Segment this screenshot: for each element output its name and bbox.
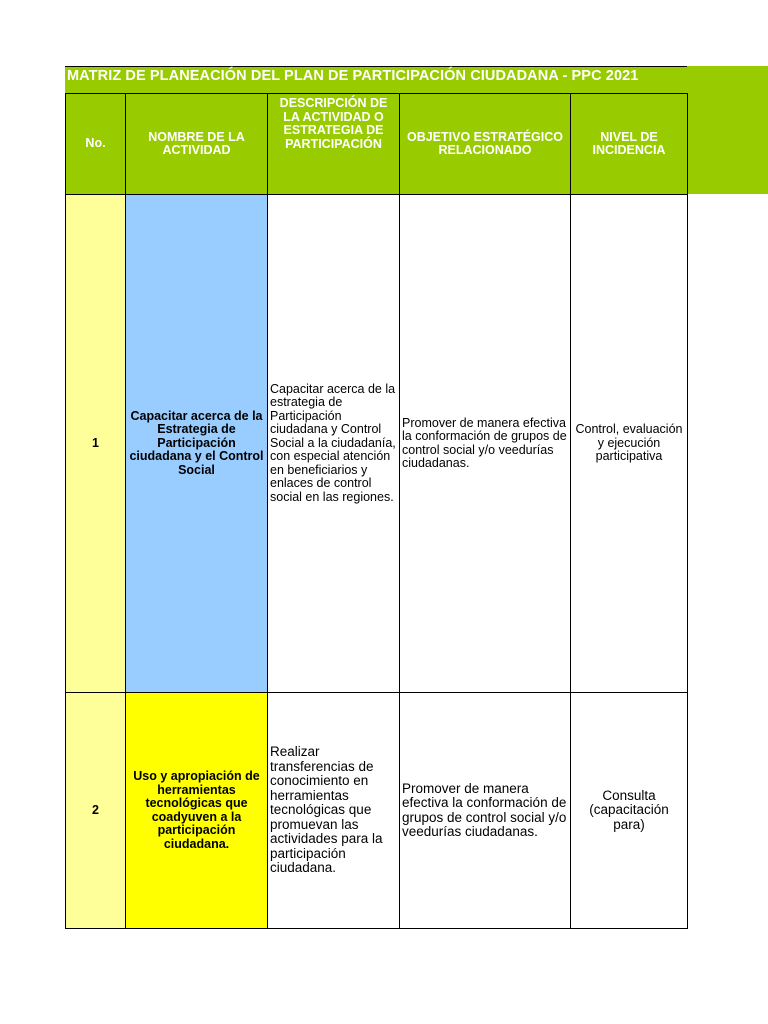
incidence-level: Control, evaluación y ejecución participativa bbox=[571, 195, 688, 693]
matrix-title: MATRIZ DE PLANEACIÓN DEL PLAN DE PARTICIPACIÓN CIUDADANA - PPC 2021 bbox=[67, 68, 639, 84]
activity-description: Realizar transferencias de conocimiento en herramientas tecnológicas que promuevan las actividades para la participación ciudadana. bbox=[268, 693, 400, 929]
activity-name: Uso y apropiación de herramientas tecnológicas que coadyuven a la participación ciudadana. bbox=[126, 693, 268, 929]
header-descripcion: DESCRIPCIÓN DE LA ACTIVIDAD O ESTRATEGIA DE PARTICIPACIÓN bbox=[268, 94, 400, 195]
strategic-objective: Promover de manera efectiva la conformación de grupos de control social y/o veedurías ciudadanas. bbox=[400, 693, 571, 929]
header-no: No. bbox=[66, 94, 126, 195]
row-number: 2 bbox=[66, 693, 126, 929]
activity-description: Capacitar acerca de la estrategia de Participación ciudadana y Control Social a la ciudadanía, con especial atención en beneficiarios y enlaces de control social en las regiones. bbox=[268, 195, 400, 693]
table-header-row bbox=[66, 94, 688, 195]
header-nombre-actividad: NOMBRE DE LA ACTIVIDAD bbox=[126, 94, 268, 195]
incidence-level: Consulta (capacitación para) bbox=[571, 693, 688, 929]
header-nivel-incidencia: NIVEL DE INCIDENCIA bbox=[571, 94, 688, 195]
table-row bbox=[66, 693, 688, 929]
strategic-objective: Promover de manera efectiva la conformación de grupos de control social y/o veedurías ciudadanas. bbox=[400, 195, 571, 693]
planning-matrix-table bbox=[65, 93, 688, 929]
table-row bbox=[66, 195, 688, 693]
activity-name: Capacitar acerca de la Estrategia de Participación ciudadana y el Control Social bbox=[126, 195, 268, 693]
header-objetivo: OBJETIVO ESTRATÉGICO RELACIONADO bbox=[400, 94, 571, 195]
row-number: 1 bbox=[66, 195, 126, 693]
